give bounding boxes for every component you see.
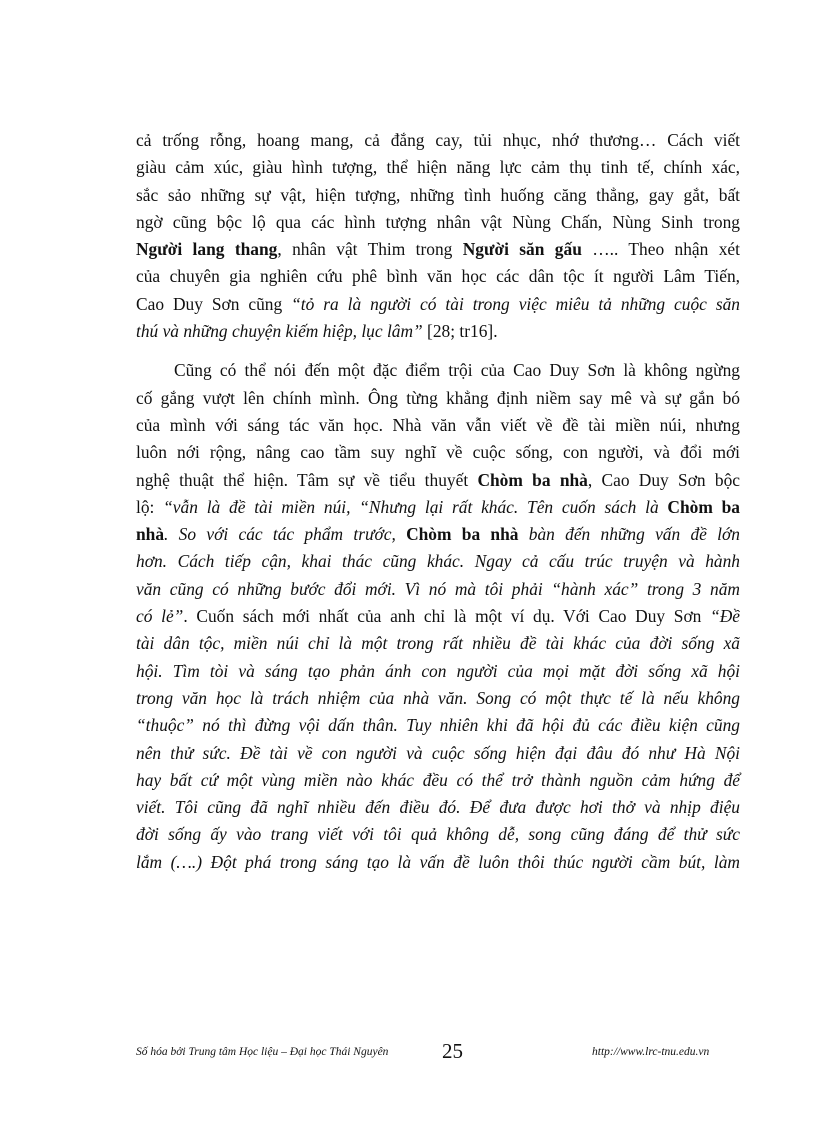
text-line (136, 127, 740, 154)
footer-url: http://www.lrc-tnu.edu.vn (592, 1046, 710, 1058)
quotation: thú và những chuyện kiếm hiệp, lục lâm” (136, 321, 423, 342)
text-line (136, 209, 740, 236)
text-segment: giàu cảm xúc, giàu hình tượng, thể hiện năng lực cảm thụ tinh tế, chính xác, (136, 157, 740, 178)
quotation: bàn đến những vấn đề lớn (518, 524, 740, 545)
page-footer (0, 1041, 816, 1071)
quotation: tài dân tộc, miền núi chỉ là một trong rất nhiều đề tài khác của đời sống xã (136, 633, 740, 654)
quotation: “tỏ ra là người có tài trong việc miêu tả những cuộc săn (291, 293, 740, 314)
text-line (136, 849, 740, 876)
quotation: trong văn học là trách nhiệm của nhà văn. Song có một thực tế là nếu không (136, 687, 740, 708)
quotation: hơn. Cách tiếp cận, khai thác cũng khác. Ngay cả cấu trúc truyện và hành (136, 551, 740, 572)
text-line (136, 236, 740, 263)
text-segment: luôn nới rộng, nâng cao tầm suy nghĩ về cuộc sống, con người, và đổi mới (136, 442, 740, 463)
text-segment: Cũng có thể nói đến một đặc điểm trội của Cao Duy Sơn là không ngừng (174, 360, 740, 381)
text-line (136, 412, 740, 439)
text-line (136, 467, 740, 494)
text-segment: cố gắng vượt lên chính mình. Ông từng khẳng định niềm say mê và sự gắn bó (136, 387, 740, 408)
quotation: lắm (….) Đột phá trong sáng tạo là vấn đề luôn thôi thúc người cầm bút, làm (136, 851, 740, 872)
work-title: Chòm ba nhà (406, 524, 519, 545)
text-line (136, 821, 740, 848)
text-line (136, 794, 740, 821)
text-line (136, 154, 740, 181)
text-line (136, 263, 740, 290)
quotation: hội. Tìm tòi và sáng tạo phản ánh con người của mọi mặt đời sống xã hội (136, 660, 740, 681)
text-line (136, 658, 740, 685)
text-segment: cả trống rỗng, hoang mang, cả đắng cay, tủi nhục, nhớ thương… Cách viết (136, 130, 740, 150)
quotation: “thuộc” nó thì đừng vội dấn thân. Tuy nhiên khi đã hội đủ các điều kiện cũng (136, 715, 740, 736)
text-segment: , Cao Duy Sơn bộc (587, 469, 741, 490)
work-title: nhà (136, 524, 165, 545)
quotation: viết. Tôi cũng đã nghĩ nhiều đến điều đó. Để đưa được hơi thở và nhịp điệu (136, 797, 740, 818)
text-line (136, 712, 740, 739)
quotation: hay bất cứ một vùng miền nào khác đều có thể trở thành nguồn cảm hứng để (136, 769, 740, 790)
text-line (136, 548, 740, 575)
text-line (136, 521, 740, 548)
text-segment: . Cuốn sách mới nhất của anh chỉ là một ví dụ. Với Cao Duy Sơn (183, 606, 711, 627)
paragraph-1 (136, 127, 740, 345)
text-line (136, 740, 740, 767)
text-segment: của mình với sáng tác văn học. Nhà văn vẫn viết về đề tài miền núi, nhưng (136, 414, 740, 435)
text-segment: ngờ cũng bộc lộ qua các hình tượng nhân vật Nùng Chấn, Nùng Sinh trong (136, 211, 740, 232)
quotation: văn cũng có những bước đổi mới. Vì nó mà tôi phải “hành xác” trong 3 năm (136, 578, 740, 599)
text-line (136, 357, 740, 384)
text-line (136, 576, 740, 603)
quotation: . So với các tác phẩm trước, (164, 524, 407, 545)
quotation: nên thử sức. Đề tài về con người và cuộc sống hiện đại đâu đó như Hà Nội (136, 742, 740, 763)
text-segment: Cao Duy Sơn cũng (136, 293, 292, 314)
body-text (136, 127, 740, 876)
text-line (136, 385, 740, 412)
quotation: “vẫn là đề tài miền núi, “Nhưng lại rất khác. Tên cuốn sách là (163, 496, 668, 517)
work-title: Người lang thang (136, 239, 278, 260)
text-segment: [28; tr16]. (422, 321, 498, 342)
text-segment: ….. Theo nhận xét (581, 239, 740, 260)
text-segment: , nhân vật Thim trong (277, 239, 463, 260)
quotation: “Đề (710, 606, 741, 627)
text-line (136, 439, 740, 466)
quotation: đời sống ấy vào trang viết với tôi quả không dễ, song cũng đáng để thử sức (136, 824, 740, 845)
text-segment: nghệ thuật thể hiện. Tâm sự về tiểu thuyết (136, 469, 478, 490)
text-line (136, 291, 740, 318)
work-title: Người săn gấu (462, 239, 582, 260)
text-line (136, 685, 740, 712)
text-line (136, 318, 740, 345)
text-segment: của chuyên gia nghiên cứu phê bình văn học các dân tộc ít người Lâm Tiến, (136, 266, 740, 287)
text-segment: sắc sảo những sự vật, hiện tượng, những tình huống căng thẳng, gay gắt, bất (136, 184, 740, 205)
text-line (136, 182, 740, 209)
text-line (136, 494, 740, 521)
text-line (136, 603, 740, 630)
paragraph-2 (136, 357, 740, 876)
text-segment: lộ: (136, 496, 164, 517)
text-line (136, 630, 740, 657)
quotation: có lẻ” (136, 606, 184, 627)
text-line (136, 767, 740, 794)
work-title: Chòm ba (667, 496, 740, 517)
work-title: Chòm ba nhà (477, 469, 588, 490)
footer-source: Số hóa bởi Trung tâm Học liệu – Đại học Thái Nguyên (136, 1046, 389, 1058)
page-number: 25 (442, 1039, 463, 1063)
